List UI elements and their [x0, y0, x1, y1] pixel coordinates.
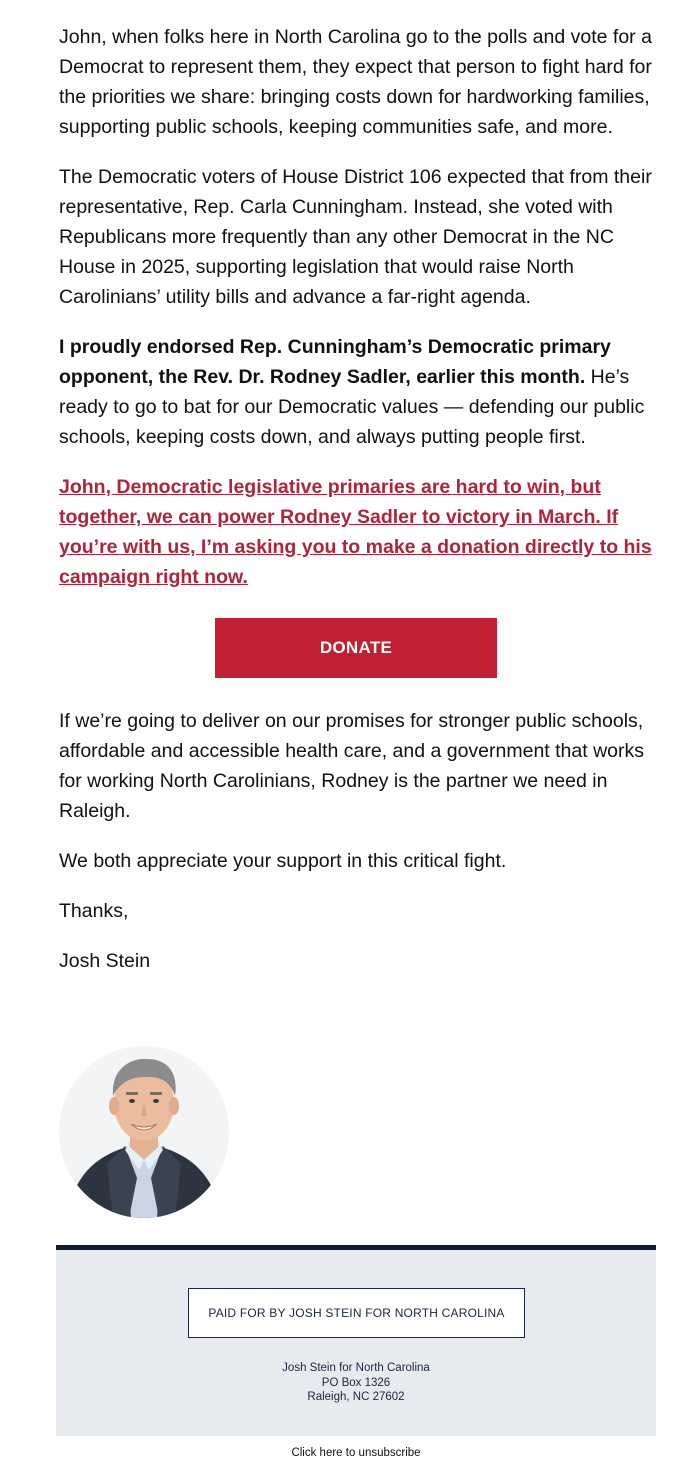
paragraph-intro: John, when folks here in North Carolina go to the polls and vote for a Democrat to represent them, they expect that person to fight hard for the priorities we share: bringing costs down for hardworking families, supporting public schools, keeping communities safe, and more.	[59, 26, 652, 138]
paid-for-disclaimer: PAID FOR BY JOSH STEIN FOR NORTH CAROLINA	[188, 1288, 525, 1338]
paragraph-endorsement	[59, 332, 657, 452]
address-line-box: PO Box 1326	[321, 1376, 391, 1389]
address-line-city: Raleigh, NC 27602	[307, 1391, 405, 1403]
donation-cta-link[interactable]: John, Democratic legislative primaries are hard to win, but together, we can power Rodney Sadler to victory in March. If you’re with us, I’m asking you to make a donation directly to his campaign right now.	[59, 476, 652, 588]
donate-button[interactable]: DONATE	[215, 618, 497, 678]
donate-button-container	[59, 618, 657, 678]
endorsement-text: He’s ready to go to bat for our Democratic values — defending our public schools, keeping costs down, and always putting people first.	[59, 366, 645, 448]
unsubscribe-link[interactable]: Click here to unsubscribe	[291, 1447, 421, 1459]
footer	[56, 1250, 656, 1436]
paragraph-partner: If we’re going to deliver on our promises for stronger public schools, affordable and accessible health care, and a government that works for working North Carolinians, Rodney is the partner we need in Raleigh.	[59, 710, 644, 822]
mailing-address	[56, 1361, 656, 1405]
email-body	[59, 22, 657, 996]
portrait-illustration	[59, 1046, 229, 1218]
headshot-photo	[59, 1046, 229, 1218]
closing-text: Thanks,	[59, 900, 129, 922]
endorsement-bold-text: I proudly endorsed Rep. Cunningham’s Democratic primary opponent, the Rev. Dr. Rodney Sadler, earlier this month.	[59, 336, 611, 388]
paragraph-district: The Democratic voters of House District 106 expected that from their representative, Rep. Carla Cunningham. Instead, she voted with Republicans more frequently than any other Democrat in the NC House in 2025, supporting legislation that would raise North Carolinians’ utility bills and advance a far-right agenda.	[59, 166, 652, 308]
paragraph-appreciation: We both appreciate your support in this critical fight.	[59, 850, 507, 872]
signature-name: Josh Stein	[59, 950, 151, 972]
paragraph-cta	[59, 472, 657, 592]
address-line-org: Josh Stein for North Carolina	[282, 1362, 430, 1374]
